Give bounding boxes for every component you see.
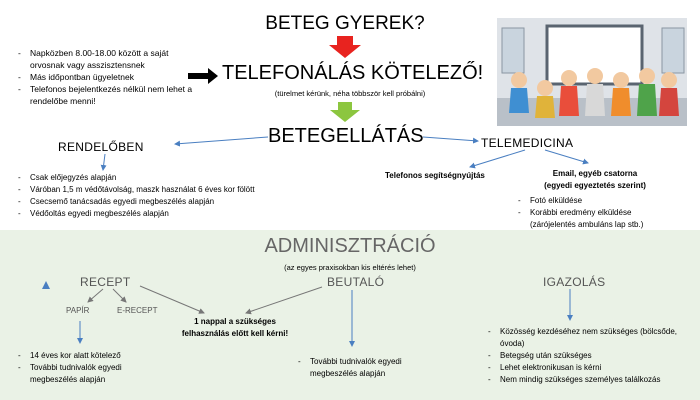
email-title: Email, egyéb csatorna — [552, 169, 638, 178]
rendeloben-list — [18, 172, 338, 220]
beutalo-list — [298, 356, 428, 380]
left-notes — [18, 47, 193, 107]
small-triangle — [42, 281, 50, 289]
recept-heading: RECEPT — [80, 275, 131, 289]
left-note-item: - Napközben 8.00-18.00 között a saját orvosnak vagy asszisztensnek — [18, 47, 193, 71]
beutalo-item: - További tudnivalók egyedi megbeszélés alapján — [298, 356, 428, 380]
recept-note: 1 nappal a szükséges felhasználás előtt kell kérni! — [181, 317, 289, 338]
rendeloben-item: - Váróban 1,5 m védőtávolság, maszk használat 6 éves kor fölött — [18, 184, 338, 196]
igazolas-item: - Betegség után szükséges — [488, 350, 693, 362]
main-title: BETEG GYEREK? — [265, 13, 425, 34]
email-subtitle: (egyedi egyeztetés szerint) — [544, 181, 646, 190]
admin-subtitle: (az egyes praxisokban kis eltérés lehet) — [284, 263, 416, 272]
papir-label: PAPÍR — [66, 306, 90, 315]
red-down-arrow — [329, 36, 361, 58]
rendeloben-item: - Csak előjegyzés alapján — [18, 172, 338, 184]
arrow-to-rendeloben — [175, 137, 268, 144]
arrow-tele-right — [545, 150, 588, 163]
left-note-item: - Telefonos bejelentkezés nélkül nem lehet a rendelőbe menni! — [18, 83, 193, 107]
rendeloben-item: - Csecsemő tanácsadás egyedi megbeszélés alapján — [18, 196, 338, 208]
telemedicina-item: - Korábbi eredmény elküldése (zárójelentés ambuláns lap stb.) — [518, 207, 678, 231]
telemedicina-list — [518, 195, 678, 231]
phone-title: TELEFONÁLÁS KÖTELEZŐ! — [222, 62, 484, 84]
arrow-rendeloben-down — [103, 154, 105, 170]
sick-children-illustration — [497, 18, 687, 126]
rendeloben-heading: RENDELŐBEN — [58, 140, 144, 154]
admin-title: ADMINISZTRÁCIÓ — [264, 235, 436, 257]
care-title: BETEGELLÁTÁS — [268, 125, 424, 147]
igazolas-heading: IGAZOLÁS — [543, 275, 606, 289]
arrow-to-telemedicina — [423, 137, 478, 141]
arrow-beutalo-note — [246, 287, 322, 313]
igazolas-item: - Közösség kezdéséhez nem szükséges (bölcsőde, óvoda) — [488, 326, 693, 350]
telemedicina-item: - Fotó elküldése — [518, 195, 678, 207]
igazolas-item: - Nem mindig szükséges személyes találkozás — [488, 374, 693, 386]
beutalo-heading: BEUTALÓ — [327, 275, 385, 289]
arrow-recept-papir — [88, 289, 103, 302]
erecept-label: E-RECEPT — [117, 306, 158, 315]
recept-list — [18, 350, 168, 386]
igazolas-list — [488, 326, 693, 386]
phone-help: Telefonos segítségnyújtás — [385, 171, 485, 180]
igazolas-item: - Lehet elektronikusan is kérni — [488, 362, 693, 374]
left-note-item: - Más időpontban ügyeletnek — [18, 71, 193, 83]
arrow-tele-left — [470, 150, 525, 167]
arrow-recept-erecept — [113, 289, 126, 302]
phone-subtitle: (türelmet kérünk, néha többször kell próbálni) — [274, 89, 426, 98]
recept-item: - További tudnivalók egyedi megbeszélés alapján — [18, 362, 168, 386]
green-down-arrow — [330, 102, 360, 122]
telemedicina-heading: TELEMEDICINA — [481, 136, 574, 150]
recept-item: - 14 éves kor alatt kötelező — [18, 350, 168, 362]
rendeloben-item: - Védőoltás egyedi megbeszélés alapján — [18, 208, 338, 220]
